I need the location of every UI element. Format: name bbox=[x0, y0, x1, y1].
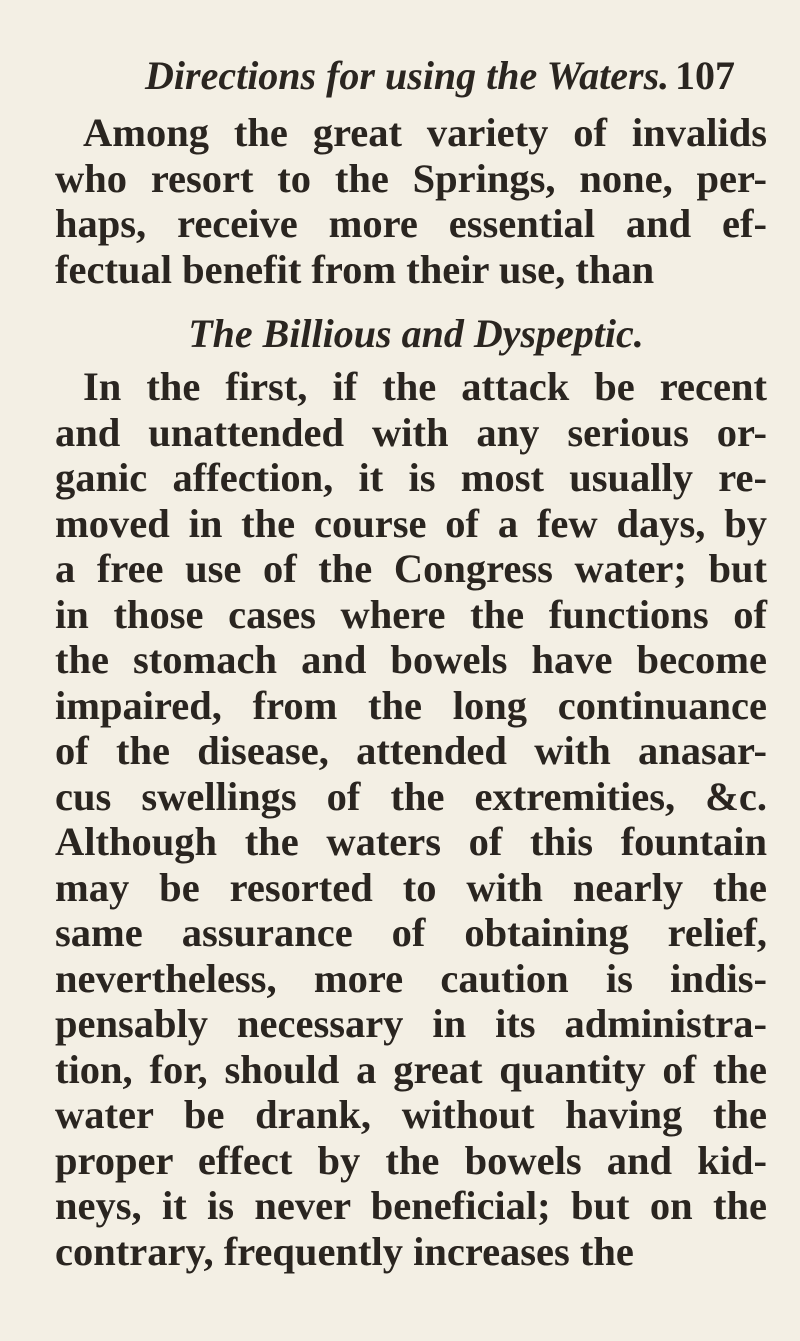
text-line: ganic affection, it is most usually re- bbox=[55, 455, 767, 500]
section-subheading: The Billious and Dyspeptic. bbox=[188, 311, 644, 356]
text-line: may be resorted to with nearly the bbox=[55, 864, 767, 910]
text-line: the stomach and bowels have become bbox=[55, 637, 767, 682]
text-line: haps, receive more essential and ef- bbox=[55, 201, 767, 246]
text-line: in those cases where the functions of bbox=[55, 591, 767, 637]
page-number: 107 bbox=[675, 53, 735, 98]
text-line: cus swellings of the extremities, &c. bbox=[55, 773, 767, 819]
text-line: impaired, from the long continuance bbox=[55, 682, 767, 728]
running-head-title: Directions for using the Waters. bbox=[145, 53, 670, 98]
body-text bbox=[55, 110, 767, 1274]
text-line: a free use of the Congress water; but bbox=[55, 546, 767, 591]
text-line: tion, for, should a great quantity of the bbox=[55, 1046, 767, 1092]
text-line: of the disease, attended with anasar- bbox=[55, 728, 767, 773]
text-line: Among the great variety of invalids bbox=[83, 110, 767, 155]
text-line: water be drank, without having the bbox=[55, 1092, 767, 1137]
text-line: Although the waters of this fountain bbox=[55, 819, 767, 864]
text-line: nevertheless, more caution is indis- bbox=[55, 955, 767, 1001]
text-line: who resort to the Springs, none, per- bbox=[55, 155, 767, 201]
text-line: pensably necessary in its administra- bbox=[55, 1001, 767, 1046]
text-line: proper effect by the bowels and kid- bbox=[55, 1137, 767, 1183]
text-line: same assurance of obtaining relief, bbox=[55, 910, 767, 955]
text-line: and unattended with any serious or- bbox=[55, 409, 767, 455]
text-line: fectual benefit from their use, than bbox=[55, 246, 655, 292]
text-line: neys, it is never beneficial; but on the bbox=[55, 1183, 767, 1228]
text-line: moved in the course of a few days, by bbox=[55, 500, 767, 546]
text-line: contrary, frequently increases the bbox=[55, 1228, 634, 1274]
text-line: In the first, if the attack be recent bbox=[83, 364, 767, 409]
running-head bbox=[145, 52, 735, 112]
